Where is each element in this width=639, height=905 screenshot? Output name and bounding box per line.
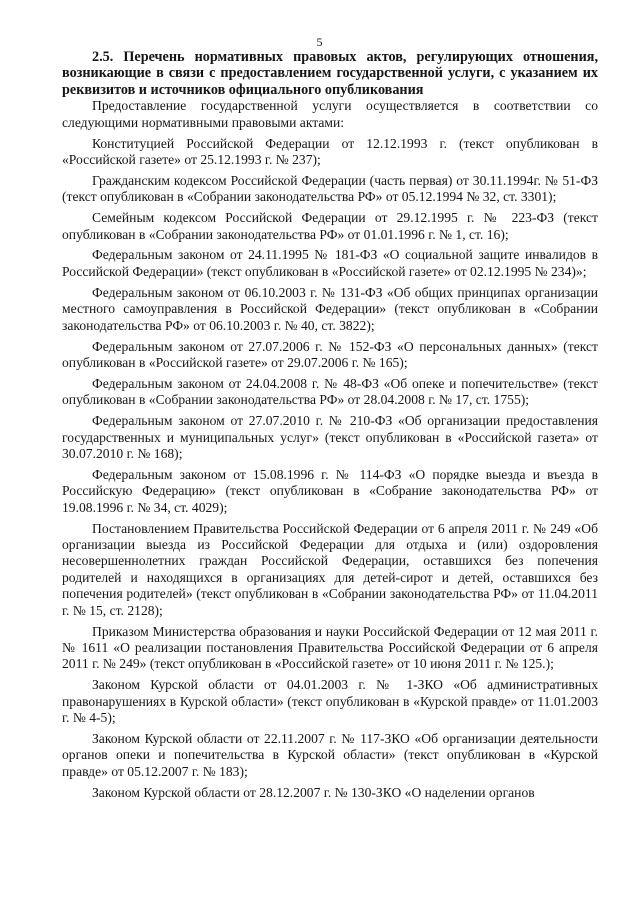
paragraph-law-114: Федеральным законом от 15.08.1996 г. № 114-ФЗ «О порядке выезда и въезда в Российскую Федерацию» (текст опубликован в «Собрание законодательства РФ» от 19.08.1996 г. № 34, ст. 4029);	[62, 466, 598, 515]
paragraph-family-code: Семейным кодексом Российской Федерации от 29.12.1995 г. № 223-ФЗ (текст опубликован в «Собрании законодательства РФ» от 01.01.1996 г. № 1, ст. 16);	[62, 210, 598, 242]
section-heading: 2.5. Перечень нормативных правовых актов, регулирующих отношения, возникающие в связи с предоставлением государственной услуги, с указанием их реквизитов и источников официального опубликования	[62, 49, 598, 98]
paragraph-kursk-law-130: Законом Курской области от 28.12.2007 г. № 130-ЗКО «О наделении органов	[92, 784, 535, 800]
paragraph-law-48: Федеральным законом от 24.04.2008 г. № 48-ФЗ «Об опеке и попечительстве» (текст опубликован в «Собрании законодательства РФ» от 28.04.2008 г. № 17, ст. 1755);	[62, 375, 598, 408]
paragraph-kursk-law-1: Законом Курской области от 04.01.2003 г. № 1-ЗКО «Об административных правонарушениях в Курской области» (текст опубликован в «Курской правде» от 11.01.2003 г. № 4-5);	[62, 677, 598, 726]
document-body	[62, 49, 598, 801]
paragraph-constitution: Конституцией Российской Федерации от 12.12.1993 г. (текст опубликован в «Российской газете» от 25.12.1993 г. № 237);	[62, 135, 598, 167]
paragraph-kursk-law-117: Законом Курской области от 22.11.2007 г. № 117-ЗКО «Об организации деятельности органов опеки и попечительства в Курской области» (текст опубликован в «Курской правде» от 05.12.2007 г. № 183);	[62, 730, 598, 779]
paragraph-resolution-249: Постановлением Правительства Российской Федерации от 6 апреля 2011 г. № 249 «Об организации выезда из Российской Федерации для отдыха и (или) оздоровления несовершеннолетних граждан Российской Федерации, оставшихся без попечения родителей и находящихся в организациях для детей-сирот и детей, оставшихся без попечения родителей» (текст опубликован в «Собрании законодательства РФ» от 11.04.2011 г. № 15, ст. 2128);	[62, 520, 598, 618]
paragraph-order-1611: Приказом Министерства образования и науки Российской Федерации от 12 мая 2011 г. № 1611 «О реализации постановления Правительства Российской Федерации от 6 апреля 2011 г. № 249» (текст опубликован в «Российской газете» от 10 июня 2011 г. № 125.);	[62, 623, 598, 672]
paragraph-civil-code: Гражданским кодексом Российской Федерации (часть первая) от 30.11.1994г. № 51-ФЗ (текст опубликован в «Собрании законодательства РФ» от 05.12.1994 № 32, ст. 3301);	[62, 172, 598, 205]
paragraph-law-131: Федеральным законом от 06.10.2003 г. № 131-ФЗ «Об общих принципах организации местного самоуправления в Российской Федерации» (текст опубликован в «Собрании законодательства РФ» от 06.10.2003 г. № 40, ст. 3822);	[62, 284, 598, 333]
page-number: 5	[316, 35, 323, 49]
paragraph-law-210: Федеральным законом от 27.07.2010 г. № 210-ФЗ «Об организации предоставления государственных и муниципальных услуг» (текст опубликован в «Российской газета» от 30.07.2010 г. № 168);	[62, 413, 598, 461]
paragraph-law-181: Федеральным законом от 24.11.1995 № 181-ФЗ «О социальной защите инвалидов в Российской Федерации» (текст опубликован в «Российской газете» от 02.12.1995 № 234)»;	[62, 247, 598, 279]
paragraph-law-152: Федеральным законом от 27.07.2006 г. № 152-ФЗ «О персональных данных» (текст опубликован в «Российской газете» от 29.07.2006 г. № 165);	[62, 338, 598, 370]
paragraph-intro: Предоставление государственной услуги осуществляется в соответствии со следующими нормативными правовыми актами:	[62, 98, 598, 130]
